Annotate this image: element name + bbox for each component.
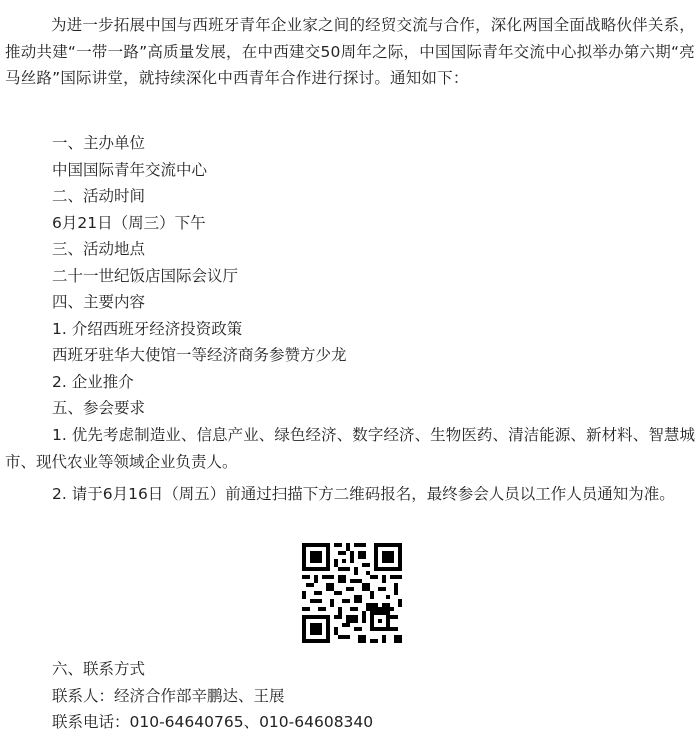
requirements-heading: 五、参会要求 <box>52 399 146 417</box>
contact-heading: 六、联系方式 <box>52 660 146 678</box>
intro-paragraph: 为进一步拓展中国与西班牙青年企业家之间的经贸交流与合作，深化两国全面战略伙伴关系，推动共建“一带一路”高质量发展，在中西建交50周年之际，中国国际青年交流中心拟举办第六期“亮马丝路”国际讲堂，就持续深化中西青年合作进行探讨。通知如下： <box>5 16 695 87</box>
organizer-heading: 一、主办单位 <box>52 134 146 152</box>
organizer-text: 中国国际青年交流中心 <box>52 161 208 179</box>
contact-phone: 联系电话：010-64640765、010-64608340 <box>52 713 374 731</box>
time-text: 6月21日（周三）下午 <box>52 214 206 232</box>
qr-code-icon[interactable] <box>302 543 402 643</box>
venue-text: 二十一世纪饭店国际会议厅 <box>52 267 239 285</box>
content-item-2: 2. 企业推介 <box>52 373 134 391</box>
content-item-1: 1. 介绍西班牙经济投资政策 <box>52 320 243 338</box>
venue-heading: 三、活动地点 <box>52 240 146 258</box>
content-heading: 四、主要内容 <box>52 293 146 311</box>
content-speaker: 西班牙驻华大使馆一等经济商务参赞方少龙 <box>52 346 347 364</box>
requirement-1: 1. 优先考虑制造业、信息产业、绿色经济、数字经济、生物医药、清洁能源、新材料、智慧城市、现代农业等领域企业负责人。 <box>5 426 695 471</box>
requirement-2: 2. 请于6月16日（周五）前通过扫描下方二维码报名，最终参会人员以工作人员通知为准。 <box>52 485 675 503</box>
time-heading: 二、活动时间 <box>52 187 146 205</box>
contact-person: 联系人：经济合作部辛鹏达、王展 <box>52 687 285 705</box>
